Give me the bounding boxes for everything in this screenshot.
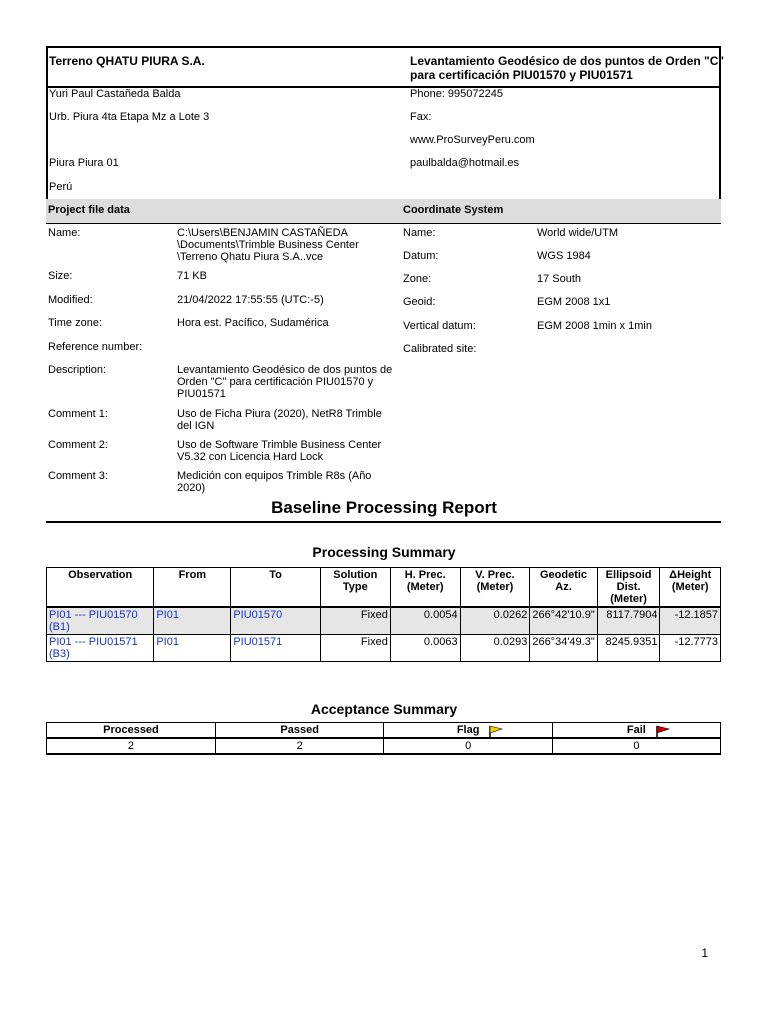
acceptance-summary-table (46, 722, 721, 755)
coord-value-vertical-datum: EGM 2008 1min x 1min (537, 320, 652, 332)
to-link[interactable]: PIU01571 (231, 635, 320, 662)
project-value-size: 71 KB (177, 270, 207, 282)
report-heading: Levantamiento Geodésico de dos puntos de Orden "C" para certificación PIU01570 y PIU01571 (410, 54, 725, 82)
ellipsoid-dist-cell: 8117.7904 (597, 607, 660, 635)
table-row (47, 738, 721, 754)
to-link[interactable]: PIU01570 (231, 607, 320, 635)
project-label-modified: Modified: (48, 294, 93, 306)
table-header-row (47, 723, 721, 739)
title-rule (46, 521, 721, 523)
from-link[interactable]: PI01 (154, 635, 231, 662)
geodetic-az-cell: 266°42'10.9" (530, 607, 597, 635)
project-value-comment3: Medición con equipos Trimble R8s (Año 2020) (177, 470, 372, 494)
project-label-reference: Reference number: (48, 341, 143, 353)
project-label-size: Size: (48, 270, 73, 282)
v-prec-cell: 0.0262 (460, 607, 530, 635)
processing-summary-table (46, 567, 721, 662)
coord-value-name: World wide/UTM (537, 227, 619, 239)
ellipsoid-dist-cell: 8245.9351 (597, 635, 660, 662)
coord-label-calibrated-site: Calibrated site: (403, 343, 477, 355)
flag-value: 0 (384, 738, 552, 754)
observation-link[interactable]: PI01 --- PIU01571 (B3) (47, 635, 154, 662)
col-to: To (231, 568, 320, 608)
col-fail-label: Fail (626, 724, 646, 736)
city-line: Piura Piura 01 (49, 157, 119, 169)
passed-value: 2 (215, 738, 384, 754)
col-flag (384, 723, 552, 739)
coord-label-name: Name: (403, 227, 436, 239)
fax: Fax: (410, 111, 432, 123)
project-value-timezone: Hora est. Pacífico, Sudamérica (177, 317, 329, 329)
project-value-name: C:\Users\BENJAMIN CASTAÑEDA \Documents\Trimble Business Center \Terreno Qhatu Piura S.A..vce (177, 227, 359, 263)
company-name: Terreno QHATU PIURA S.A. (49, 54, 205, 68)
project-label-comment1: Comment 1: (48, 408, 108, 420)
header-box (46, 46, 725, 224)
contact-person: Yuri Paul Castañeda Balda (49, 88, 181, 100)
red-flag-icon (655, 725, 671, 739)
processing-summary-title: Processing Summary (312, 544, 456, 560)
project-label-timezone: Time zone: (48, 317, 103, 329)
coord-value-zone: 17 South (537, 273, 582, 285)
section-band (46, 199, 721, 223)
coord-label-vertical-datum: Vertical datum: (403, 320, 476, 332)
project-value-comment2: Uso de Software Trimble Business Center V5.32 con Licencia Hard Lock (177, 439, 382, 463)
project-label-description: Description: (48, 364, 107, 376)
coordinate-system-heading: Coordinate System (403, 204, 504, 216)
observation-link[interactable]: PI01 --- PIU01570 (B1) (47, 607, 154, 635)
processed-value: 2 (47, 738, 216, 754)
website-link[interactable]: www.ProSurveyPeru.com (410, 134, 535, 146)
col-flag-label: Flag (456, 724, 480, 736)
h-prec-cell: 0.0054 (390, 607, 460, 635)
table-row (47, 607, 721, 635)
col-passed: Passed (215, 723, 384, 739)
email-link[interactable]: paulbalda@hotmail.es (410, 157, 520, 169)
solution-type-cell: Fixed (320, 635, 390, 662)
col-delta-height: ΔHeight (Meter) (660, 568, 721, 608)
delta-height-cell: -12.1857 (660, 607, 721, 635)
col-solution-type: Solution Type (320, 568, 390, 608)
phone: Phone: 995072245 (410, 88, 503, 100)
solution-type-cell: Fixed (320, 607, 390, 635)
project-file-data-heading: Project file data (48, 204, 130, 216)
yellow-flag-icon (488, 725, 504, 739)
col-h-prec: H. Prec. (Meter) (390, 568, 460, 608)
table-header-row (47, 568, 721, 608)
col-processed: Processed (47, 723, 216, 739)
col-ellipsoid-dist: Ellipsoid Dist. (Meter) (597, 568, 660, 608)
col-geodetic-az: Geodetic Az. (530, 568, 597, 608)
coord-label-geoid: Geoid: (403, 296, 436, 308)
table-row (47, 635, 721, 662)
coord-label-datum: Datum: (403, 250, 439, 262)
project-value-modified: 21/04/2022 17:55:55 (UTC:-5) (177, 294, 324, 306)
coord-value-geoid: EGM 2008 1x1 (537, 296, 611, 308)
col-from: From (154, 568, 231, 608)
col-fail (552, 723, 720, 739)
project-label-comment3: Comment 3: (48, 470, 108, 482)
geodetic-az-cell: 266°34'49.3" (530, 635, 597, 662)
red-flag-icon-fill (657, 726, 669, 733)
delta-height-cell: -12.7773 (660, 635, 721, 662)
project-label-name: Name: (48, 227, 81, 239)
v-prec-cell: 0.0293 (460, 635, 530, 662)
page-number: 1 (701, 946, 708, 960)
coord-label-zone: Zone: (403, 273, 432, 285)
col-observation: Observation (47, 568, 154, 608)
from-link[interactable]: PI01 (154, 607, 231, 635)
acceptance-summary-title: Acceptance Summary (310, 701, 458, 717)
report-title: Baseline Processing Report (271, 498, 497, 517)
h-prec-cell: 0.0063 (390, 635, 460, 662)
project-label-comment2: Comment 2: (48, 439, 108, 451)
yellow-flag-icon-fill (490, 726, 502, 733)
project-value-comment1: Uso de Ficha Piura (2020), NetR8 Trimble del IGN (177, 408, 382, 432)
fail-value: 0 (552, 738, 720, 754)
coord-value-datum: WGS 1984 (537, 250, 591, 262)
project-value-description: Levantamiento Geodésico de dos puntos de Orden "C" para certificación PIU01570 y PIU01571 (177, 364, 393, 400)
col-v-prec: V. Prec. (Meter) (460, 568, 530, 608)
country-line: Perú (49, 181, 73, 193)
address-line: Urb. Piura 4ta Etapa Mz a Lote 3 (49, 111, 210, 123)
